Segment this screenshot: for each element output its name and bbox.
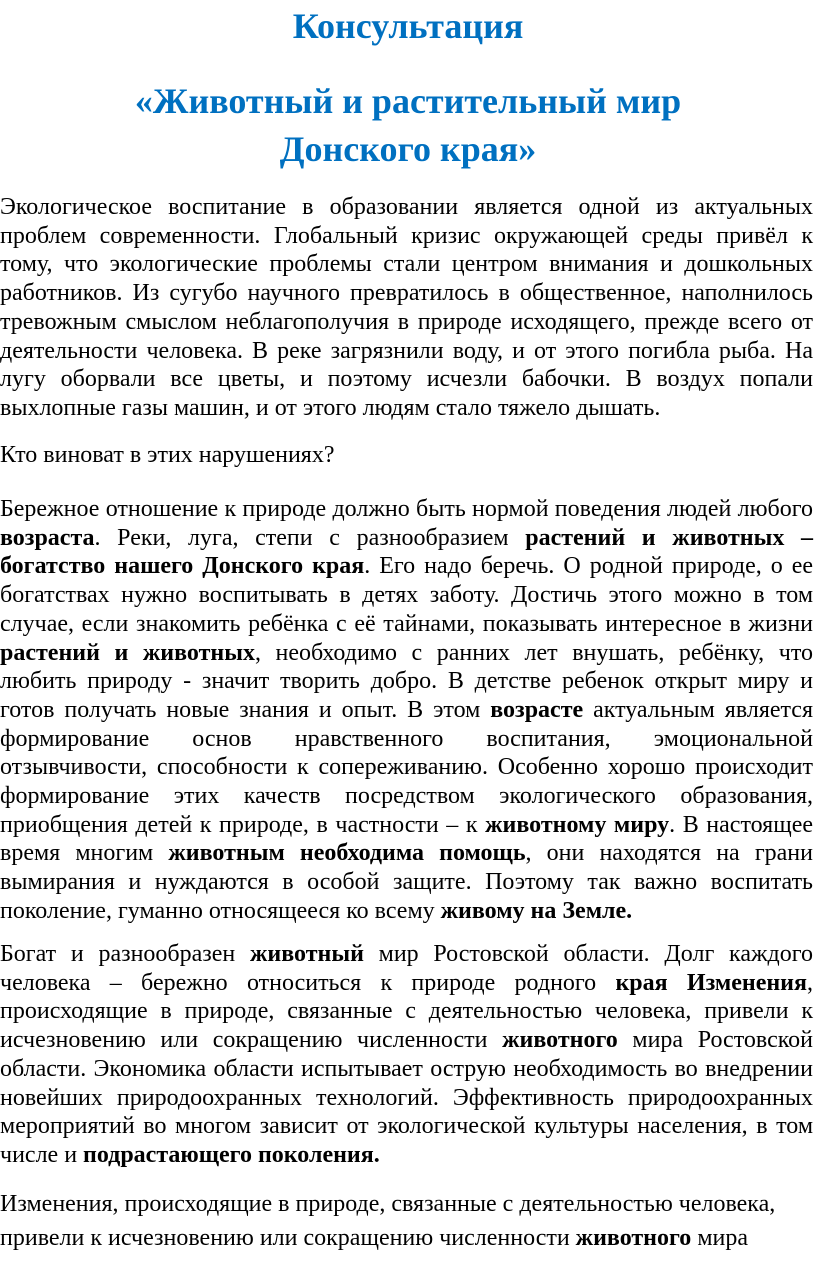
text-span: мира — [691, 1225, 748, 1251]
paragraph-question: Кто виноват в этих нарушениях? — [0, 442, 335, 468]
bold-span: животному миру — [485, 811, 670, 838]
page-title-line-3: Донского края» — [279, 129, 537, 169]
text-span: Изменения, происходящие в природе, связанные с деятельностью человека, привели к исчезновению или сокращению численности — [0, 1191, 776, 1251]
text-span: , они находятся на грани вымирания и нуждаются в особой защите. Поэтому так важно воспитать поколение, гуманно относящееся ко всему — [0, 840, 813, 924]
text-span: мира Ростовской области. Экономика области испытывает острую необходимость во внедрении новейших природоохранных технологий. Эффективность природоохранных мероприятий во многом зависит от экологической культуры населения, в том числе и — [0, 1027, 813, 1168]
bold-span: животный — [250, 941, 364, 967]
text-span: . Реки, луга, степи с разнообразием — [94, 524, 526, 551]
text-span: актуальным является формирование основ нравственного воспитания, эмоциональной отзывчивости, способности к сопереживанию. Особенно хорошо происходит формирование этих качеств посредством экологического образования, приобщения детей к природе, в частности – к — [0, 696, 813, 838]
bold-span: края Изменения — [615, 969, 807, 996]
text-span: Богат и разнообразен — [0, 941, 251, 967]
page-title-line-2: «Животный и растительный мир — [134, 81, 682, 121]
bold-span: возраста — [0, 524, 95, 551]
paragraph-changes — [0, 1187, 813, 1255]
bold-span: животным необходима помощь — [168, 840, 526, 867]
paragraph-intro: Экологическое воспитание в образовании является одной из актуальных проблем современности. Глобальный кризис окружающей среды привёл к тому, что экологические проблемы стали центром внимания и дошкольных работников. Из сугубо научного превратилось в общественное, наполнилось тревожным смыслом неблагополучия в природе исходящего, прежде всего от деятельности человека. В реке загрязнили воду, и от этого погибла рыба. На лугу оборвали все цветы, и поэтому исчезли бабочки. В воздух попали выхлопные газы машин, и от этого людям стало тяжело дышать. — [0, 194, 813, 421]
bold-span: подрастающего поколения. — [83, 1141, 380, 1168]
text-span: , происходящие в природе, связанные с деятельностью человека, привели к исчезновению или сокращению численности — [0, 969, 813, 1054]
bold-span: животного — [502, 1027, 618, 1054]
text-span: мир Ростовской области. Долг каждого человека – бережно относиться к природе родного — [0, 941, 814, 996]
bold-span: возрасте — [490, 696, 584, 723]
bold-span: растений и животных – богатство нашего Донского края — [0, 524, 814, 580]
text-span: . В настоящее время многим — [0, 811, 813, 867]
page-title-line-1: Консультация — [292, 6, 524, 46]
bold-span: живому на Земле. — [440, 897, 633, 924]
paragraph-attitude — [0, 495, 813, 926]
text-span: Бережное отношение к природе должно быть нормой поведения людей любого — [0, 496, 813, 522]
paragraph-rostov-fauna — [0, 940, 813, 1170]
text-span: , необходимо с ранних лет внушать, ребёнку, что любить природу - значит творить добро. В детстве ребенок открыт миру и готов получать новые знания и опыт. В этом — [0, 639, 813, 723]
bold-span: животного — [575, 1225, 692, 1251]
bold-span: растений и животных — [0, 639, 255, 666]
text-span: . Его надо беречь. О родной природе, о ее богатствах нужно воспитывать в детях заботу. Достичь этого можно в том случае, если знакомить ребёнка с её тайнами, показывать интересное в жизни — [0, 553, 813, 637]
